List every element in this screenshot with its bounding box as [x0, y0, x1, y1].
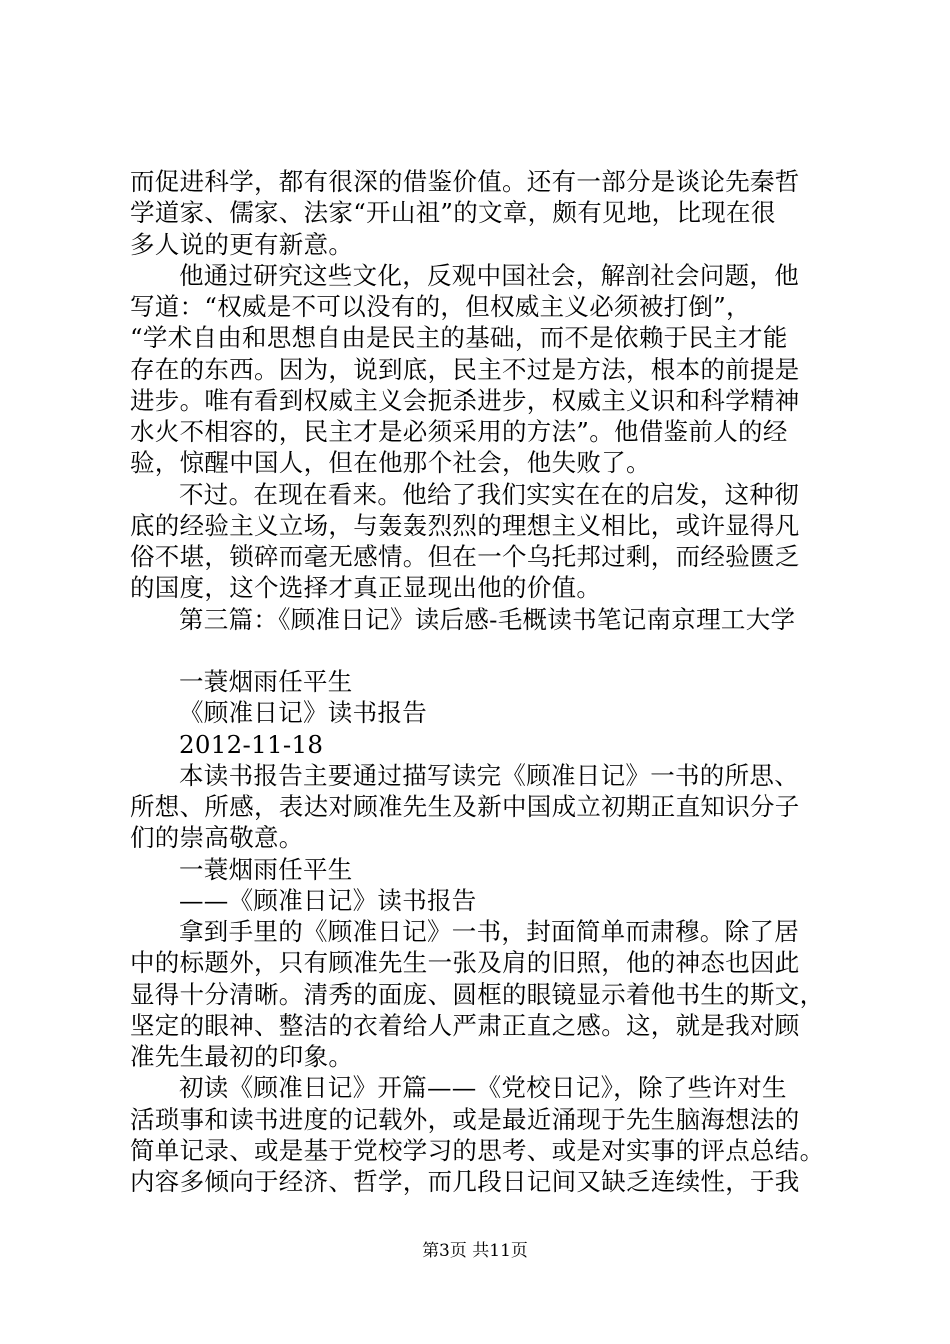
text-line: 底的经验主义立场，与轰轰烈烈的理想主义相比，或许显得凡 — [130, 510, 800, 540]
body-text — [130, 166, 830, 1197]
text-line — [130, 635, 830, 666]
text-line: 中的标题外，只有顾准先生一张及肩的旧照，他的神态也因此 — [130, 948, 800, 978]
page-footer: 第3页 共11页 — [422, 1241, 528, 1261]
text-line: 准先生最初的印象。 — [130, 1042, 354, 1071]
text-line: 简单记录、或是基于党校学习的思考、或是对实事的评点总结。 — [130, 1135, 825, 1165]
text-line: 初读《顾准日记》开篇——《党校日记》，除了些许对生 — [179, 1073, 787, 1103]
text-line: 的国度，这个选择才真正显现出他的价值。 — [130, 573, 602, 603]
text-line: 俗不堪，锁碎而毫无感情。但在一个乌托邦过剩，而经验匮乏 — [130, 542, 800, 571]
text-line: “学术自由和思想自由是民主的基础，而不是依赖于民主才能 — [130, 323, 788, 353]
text-line: 内容多倾向于经济、哲学，而几段日记间又缺乏连续性，于我 — [130, 1167, 800, 1196]
text-line: 验，惊醒中国人，但在他那个社会，他失败了。 — [130, 448, 651, 478]
text-line: 多人说的更有新意。 — [130, 229, 354, 259]
text-line: 而促进科学，都有很深的借鉴价值。还有一部分是谈论先秦哲 — [130, 167, 800, 196]
text-line: 不过。在现在看来。他给了我们实实在在的启发，这种彻 — [179, 479, 799, 509]
text-line: 2012-11-18 — [179, 729, 324, 759]
text-line: 本读书报告主要通过描写读完《顾准日记》一书的所思、 — [179, 760, 799, 790]
text-line: 水火不相容的，民主才是必须采用的方法”。他借鉴前人的经 — [130, 417, 788, 446]
text-line: 他通过研究这些文化，反观中国社会，解剖社会问题，他 — [179, 260, 799, 290]
text-line: 显得十分清晰。清秀的面庞、圆框的眼镜显示着他书生的斯文， — [130, 979, 825, 1009]
text-line: 进步。唯有看到权威主义会扼杀进步，权威主义识和科学精神 — [130, 385, 800, 415]
text-line: ——《顾准日记》读书报告 — [179, 885, 477, 915]
text-line: 拿到手里的《顾准日记》一书，封面简单而肃穆。除了居 — [179, 917, 799, 946]
text-line: 学道家、儒家、法家“开山祖”的文章，颇有见地，比现在很 — [130, 198, 776, 228]
text-line: 坚定的眼神、整洁的衣着给人严肃正直之感。这，就是我对顾 — [130, 1010, 800, 1040]
text-line: 活琐事和读书进度的记载外，或是最近涌现于先生脑海想法的 — [130, 1104, 800, 1134]
text-line: 第三篇：《顾准日记》读后感-毛概读书笔记南京理工大学 — [179, 604, 796, 634]
text-line: 一蓑烟雨任平生 — [179, 667, 353, 696]
text-line: 们的崇高敬意。 — [130, 823, 304, 853]
text-line: 写道：“权威是不可以没有的，但权威主义必须被打倒”， — [130, 292, 751, 321]
text-line: 《顾准日记》读书报告 — [179, 698, 427, 728]
text-line: 所想、所感，表达对顾准先生及新中国成立初期正直知识分子 — [130, 792, 800, 821]
text-line: 一蓑烟雨任平生 — [179, 854, 353, 884]
text-line: 存在的东西。因为，说到底，民主不过是方法，根本的前提是 — [130, 354, 800, 384]
